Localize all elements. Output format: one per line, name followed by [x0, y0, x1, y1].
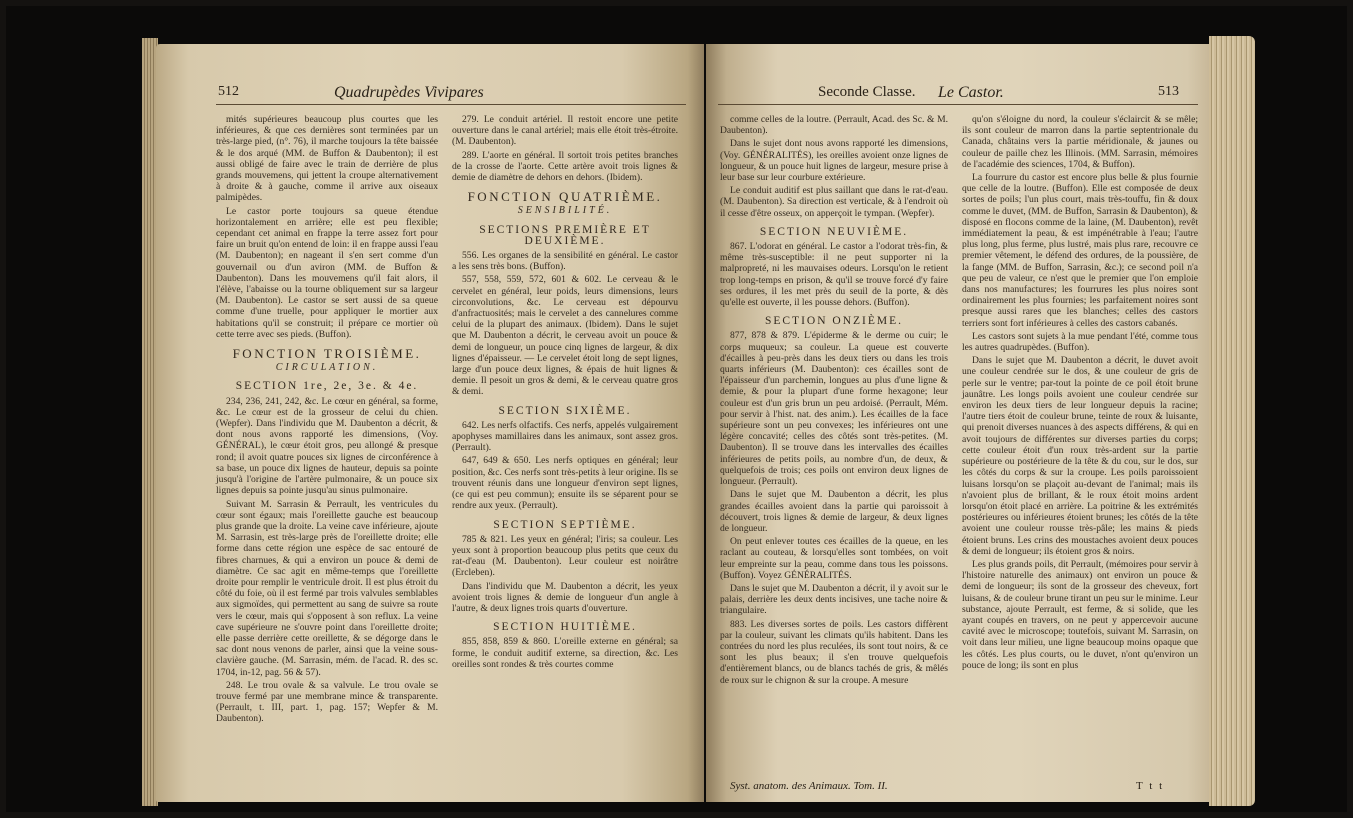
right-page-edges: [1209, 36, 1255, 806]
paragraph: Dans le sujet que M. Daubenton a décrit, le duvet avoit une couleur cendrée sur le dos, & une couleur de gris de perle sur le ventre; par-tout la pointe de ce poil étoit brune jaunâtre. Les longs poils avoient une couleur cendrée sur environ les deux tiers de leur longueur depuis la racine; l'autre tiers étoit de couleur brune, teinte de roux & luisante, qui prenoit diverses nuances à des aspects différens, & qui en avoit toujours de différentes sur diverses parties du corps; cette couleur étoit d'un roux très-ardent sur la partie supérieure ou postérieure de la tête & du cou, sur le dos, sur les côtés du corps & sur la croupe. Les poils paroissoient luisans lorsqu'on se plaçoit au-devant de l'animal; mais ils n'avoient plus de brillant, & le roux étoit moins ardent lorsqu'on étoit placé en arrière. La poitrine & les extrémités postérieures ou inférieures étoient brunes; les côtés de la tête avoient une couleur rousse très-pâle; les mains & pieds étoient bruns. Les crins des moustaches avoient deux pouces & demi de longueur; ils étoient gros & noirs.: [962, 355, 1198, 557]
paragraph: 855, 858, 859 & 860. L'oreille externe en général; sa forme, le conduit auditif externe, sa direction, &c. Les oreilles sont rondes & très courtes comme: [452, 636, 678, 670]
section-heading: FONCTION TROISIÈME.: [232, 346, 422, 362]
left-column-2: [452, 114, 678, 672]
left-page: [156, 44, 704, 802]
paragraph: 234, 236, 241, 242, &c. Le cœur en général, sa forme, &c. Le cœur est de la grosseur de celui du chien. (Wepfer). Dans l'individu que M. Daubenton a décrit, & dont nous avons rapporté les dimensions, (Voy. GÉNÉRAL), le cœur étoit gros, peu allongé & presque rond; il avoit quatre pouces six lignes de circonférence à sa base, un pouce dix lignes de hauteur, depuis sa pointe jusqu'à l'origine de l'artère pulmonaire, & un pouce six lignes depuis sa pointe jusqu'au sinus pulmonaire.: [216, 395, 438, 497]
paragraph: Les plus grands poils, dit Perrault, (mémoires pour servir à l'histoire naturelle des animaux) ont environ un pouce & demi de longueur; ils sont de la grosseur des cheveux, fort luisans, & de couleur brune tirant un peu sur le minime. Leur substance, ajoute Perrault, est ferme, & si solide, que les ayant coupés en travers, on ne peut y appercevoir aucune cavité avec le microscope; toutefois, suivant M. Sarrasin, on voit dans leur milieu, une ligne beaucoup moins opaque que les côtés. Les plus courts, ou le duvet, n'ont qu'environ un pouce de long; ils sont en plus: [962, 558, 1198, 671]
paragraph: 883. Les diverses sortes de poils. Les castors diffèrent par la couleur, suivant les climats qu'ils habitent. Dans les contrées du nord les plus reculées, ils sont tout noirs, & ce sont les plus beaux; il s'en trouve quelquefois d'entièrement blancs, ou de blancs tachés de gris, & mêlés de roux sur le chignon & sur la croupe. A mesure: [720, 618, 948, 686]
paragraph: 647, 649 & 650. Les nerfs optiques en général; leur position, &c. Ces nerfs sont très-petits à leur origine. Ils se trouvent réunis dans une longueur d'environ sept lignes, (ce qui est peu commun); ensuite ils se séparent pour se rendre aux yeux. (Perrault).: [452, 455, 678, 512]
paragraph: La fourrure du castor est encore plus belle & plus fournie que celle de la loutre. (Buffon). Elle est composée de deux sortes de poils; l'un plus court, mais très-touffu, fin & doux comme le duvet, (MM. de Buffon, Sarrasin & Daubenton), & disposé en flocons comme de la laine, (M. Daubenton), revêt immédiatement la peau, & est impénétrable à l'eau; l'autre plus long, plus ferme, plus lustré, mais plus rare, recouvre ce premier vêtement, le défend des ordures, de la poussière, de la fange (MM. de Buffon, Sarrasin, &c.); ce second poil n'a que peu de valeur, ce n'est que le premier que l'on emploie dans nos manufactures; les fourrures les plus noires sont ordinairement les plus fournies; les parfaitement noires sont presque aussi rares que les blanches; celles des castors terriers sont fort inférieures à celles des castors cabanés.: [962, 172, 1198, 329]
left-page-number: 512: [218, 84, 239, 99]
signature-mark: T t t: [1136, 780, 1165, 792]
left-column-1: [216, 114, 438, 727]
paragraph: 289. L'aorte en général. Il sortoit trois petites branches de la crosse de l'aorte. Cette artère avoit trois lignes & demie de diamètre de dehors en dehors. (Ibidem).: [452, 149, 678, 184]
section-heading: SECTION SEPTIÈME.: [493, 518, 637, 531]
sub-heading: CIRCULATION.: [275, 362, 379, 374]
book-spread: [6, 6, 1347, 812]
paragraph: Dans le sujet dont nous avons rapporté les dimensions, (Voy. GÉNÉRALITÉS), les oreilles avoient onze lignes de longueur, & un pouce huit lignes de largeur, mesure prise à leur base sur leur courbure extérieure.: [720, 138, 948, 184]
paragraph: 556. Les organes de la sensibilité en général. Le castor a les sens très bons. (Buffon).: [452, 250, 678, 273]
left-running-head: Quadrupèdes Vivipares: [334, 84, 484, 101]
paragraph: Dans l'individu que M. Daubenton a décrit, les yeux avoient trois lignes & demie de longueur d'un angle à l'autre, & deux lignes trois quarts d'ouverture.: [452, 580, 678, 614]
paragraph: On peut enlever toutes ces écailles de la queue, en les raclant au couteau, & lorsqu'elles sont tombées, on voit leur empreinte sur la peau, comme dans tous les poissons. (Buffon). Voyez GÉNÉRALITÉS.: [720, 536, 948, 581]
paragraph: Dans le sujet que M. Daubenton a décrit, les plus grandes écailles avoient dans la partie qui paroissoit à découvert, trois lignes & demie de largeur, & deux lignes de longueur.: [720, 489, 948, 534]
paragraph: 248. Le trou ovale & sa valvule. Le trou ovale se trouve fermé par une membrane mince & transparente. (Perrault, t. III, part. 1, pag. 157; Wepfer & M. Daubenton).: [216, 679, 438, 725]
paragraph: 642. Les nerfs olfactifs. Ces nerfs, appelés vulgairement apophyses mamillaires dans les animaux, sont assez gros. (Perrault).: [452, 419, 678, 454]
right-running-head-title: Le Castor.: [938, 84, 1004, 101]
section-heading: SECTION 1re, 2e, 3e. & 4e.: [235, 380, 419, 393]
left-head-rule: [216, 104, 686, 105]
paragraph: Le castor porte toujours sa queue étendue horizontalement en arrière; elle est peu flexible; cependant cet animal en frappe la terre assez fort pour faire un bruit qu'on entend de loin: il en frappe aussi l'eau (M. Daubenton); en nageant il s'en sert comme d'un gouvernail ou d'un aviron (MM. de Buffon & Daubenton). Dans les mouvemens qu'il fait alors, il l'élève, l'abaisse ou la tourne obliquement sur sa largeur (M. Daubenton). Le castor se sert aussi de sa queue comme d'une truelle, pour appliquer le mortier aux habitations qu'il se construit; il prépare ce mortier où cette terre avec ses pieds. (Buffon).: [216, 205, 438, 340]
paragraph: Suivant M. Sarrasin & Perrault, les ventricules du cœur sont égaux; mais l'oreillette gauche est beaucoup plus grande que la droite. La veine cave inférieure, ajoute M. Sarrasin, est très-large près de l'oreillette droite; elle forme dans cette région une espèce de sac entouré de fibres charnues, & qui a environ un pouce & demi de diamètre. Ce sac agit en même-temps que l'oreillette droite pour remplir le ventricule droit. Il est plus étroit du côté du foie, où il est fermé par trois valvules semblables aux sigmoïdes, qui permettent au sang de suivre sa route vers le cœur, mais qui s'opposent à son reflux. La veine cave supérieure ne s'ouvre point dans l'oreillette droite; elle passe derrière cette oreillette, & se dégorge dans le sac dont nous venons de parler, ainsi que la veine sous-clavière gauche. (M. Sarrasin, mém. de l'acad. R. des sc. 1704, in-12, pag. 56 & 57).: [216, 498, 438, 678]
sub-heading: SENSIBILITÉ.: [517, 205, 613, 217]
paragraph: 785 & 821. Les yeux en général; l'iris; sa couleur. Les yeux sont à proportion beaucoup plus petits que ceux du rat-d'eau (M. Daubenton). Leur couleur est noirâtre (Ercleben).: [452, 533, 678, 579]
right-column-2: [962, 114, 1198, 673]
section-heading: SECTION NEUVIÈME.: [759, 225, 909, 238]
paragraph: 877, 878 & 879. L'épiderme & le derme ou cuir; le corps muqueux; sa couleur. La queue est couverte d'écailles à peu-près dans les deux tiers ou dans les trois quarts inférieurs (M. Daubenton): ces écailles sont de l'épaisseur d'un parchemin, longues au plus d'une ligne & demie, & pour la plupart d'une forme hexagone; leur couleur est d'un gris brun un peu ardoisé. (Perrault, Mém. pour servir à l'hist. nat. des anim.). Les écailles de la face supérieure sont un peu convexes; les inférieures ont une légère concavité; celles des côtés sont très-petites. (M. Daubenton). Il se trouve dans les intervalles des écailles inférieures de petits poils, au nombre d'un, de deux, & quelquefois de trois; ces poils ont environ deux lignes de longueur. (Perrault).: [720, 330, 948, 488]
section-heading: FONCTION QUATRIÈME.: [467, 189, 663, 205]
paragraph: 557, 558, 559, 572, 601 & 602. Le cerveau & le cervelet en général, leur poids, leurs dimensions, leurs circonvolutions, &c. Le cerveau est dépourvu d'anfractuosités; mais le cervelet a des cannelures comme celui de la plupart des animaux. (Ibidem). Dans le sujet que M. Daubenton a décrit, le cerveau avoit un pouce & demi de longueur, un pouce cinq lignes de largeur, & dix lignes d'épaisseur. — Le cervelet étoit long de sept lignes, large d'un pouce deux lignes, & épais de huit lignes & demie. Il pesoit un gros & demi, & le cerveau quatre gros & demi.: [452, 274, 678, 398]
section-heading: SECTION HUITIÈME.: [493, 621, 637, 634]
paragraph: Dans le sujet que M. Daubenton a décrit, il y avoit sur le palais, derrière les deux dents incisives, une tache noire & triangulaire.: [720, 582, 948, 617]
right-column-1: [720, 114, 948, 688]
page-footer: Syst. anatom. des Animaux. Tom. II.: [730, 780, 888, 792]
paragraph: mités supérieures beaucoup plus courtes que les inférieures, & que ces dernières sont terminées par un très-large pied, (n°. 76), il marche toujours la tête baissée & le dos arqué (MM. de Buffon & Daubenton); il est aussi obligé de faire avec le train de derrière de plus grands mouvemens, qui jettent la croupe alternativement à droite & à gauche, comme il arrive aux oiseaux palmipèdes.: [216, 114, 438, 204]
right-running-head-class: Seconde Classe.: [818, 84, 916, 100]
paragraph: Les castors sont sujets à la mue pendant l'été, comme tous les autres quadrupèdes. (Buffon).: [962, 330, 1198, 354]
section-heading: SECTION ONZIÈME.: [764, 315, 904, 328]
paragraph: Le conduit auditif est plus saillant que dans le rat-d'eau. (M. Daubenton). Sa direction est verticale, & à l'endroit où il cesse d'être osseux, on apperçoit le tympan. (Wepfer).: [720, 185, 948, 219]
section-heading: SECTION SIXIÈME.: [498, 404, 632, 417]
paragraph: comme celles de la loutre. (Perrault, Acad. des Sc. & M. Daubenton).: [720, 114, 948, 137]
paragraph: qu'on s'éloigne du nord, la couleur s'éclaircit & se mêle; ils sont couleur de marron dans la partie septentrionale du Canada, châtains vers la partie méridionale, & jaunes ou couleur de paille chez les Illinois. (MM. Sarrasin, mémoires de l'académie des sciences, 1704, & Buffon).: [962, 114, 1198, 170]
right-head-rule: [718, 104, 1198, 105]
right-page: [706, 44, 1218, 802]
right-page-number: 513: [1158, 84, 1179, 99]
paragraph: 279. Le conduit artériel. Il restoit encore une petite ouverture dans le canal artériel; mais elle étoit très-étroite. (M. Daubenton).: [452, 114, 678, 148]
section-heading: SECTIONS PREMIÈRE ET DEUXIÈME.: [479, 223, 651, 247]
paragraph: 867. L'odorat en général. Le castor a l'odorat très-fin, & même très-susceptible: il ne peut supporter ni la malpropreté, ni les mauvaises odeurs. Lorsqu'on le retient trop long-temps en prison, & qu'il se trouve forcé d'y faire ses ordures, il les met près du seuil de la porte, & dès qu'elle est ouverte, il les pousse dehors. (Buffon).: [720, 241, 948, 309]
